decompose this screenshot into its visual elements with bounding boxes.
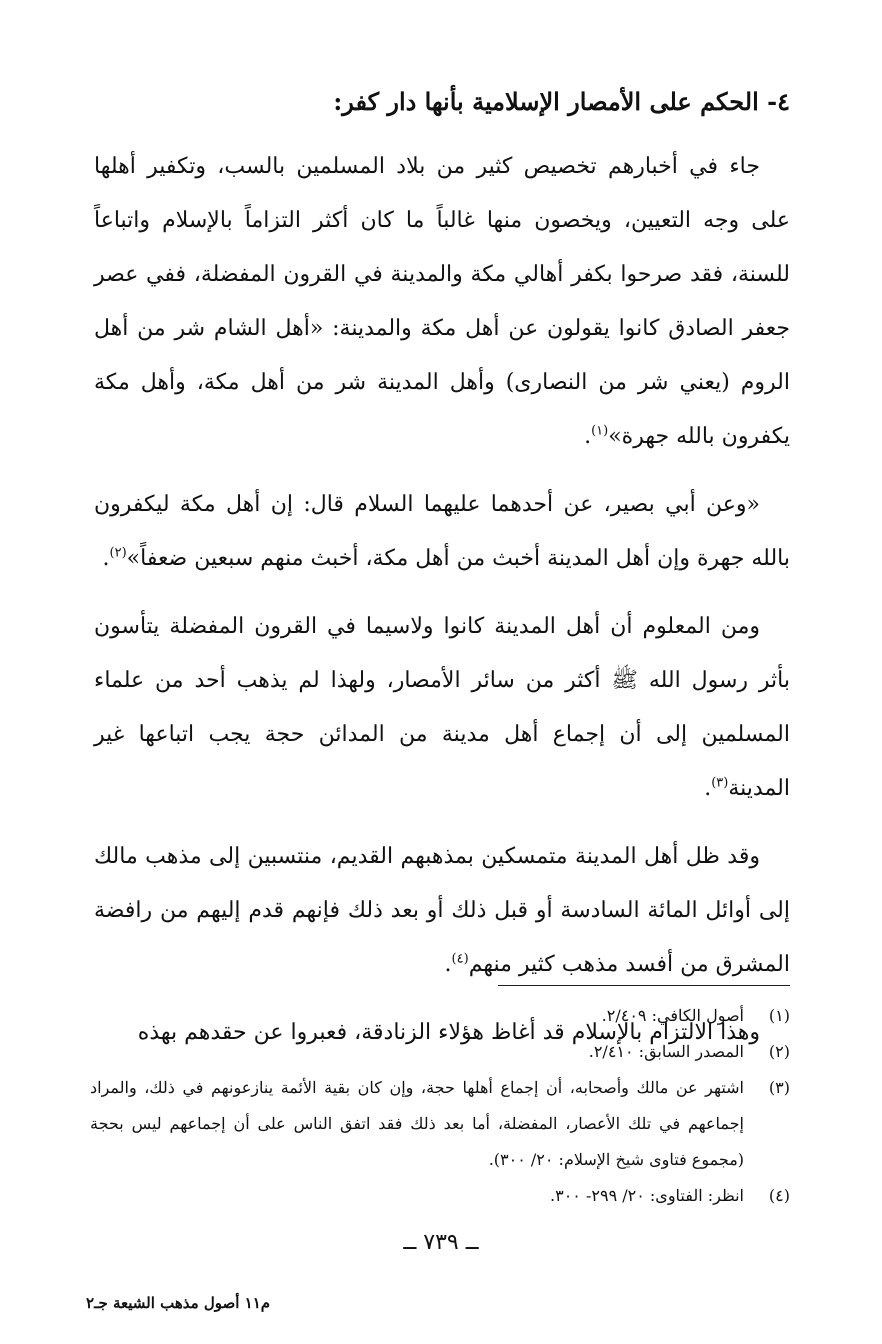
paragraph-end: . — [584, 424, 592, 449]
paragraph — [94, 830, 790, 992]
footnote-text: أصول الكافي: ٢/٤٠٩. — [601, 1006, 744, 1025]
paragraph-end: . — [102, 546, 110, 571]
footnote-number: (٣) — [768, 1078, 790, 1097]
footnote-reference: (٣) — [711, 775, 729, 791]
paragraph-end: . — [444, 952, 452, 977]
footnotes — [90, 998, 790, 1214]
footnote-reference: (١) — [591, 423, 609, 439]
paragraph — [94, 478, 790, 586]
footnote-number: (١) — [768, 1006, 790, 1025]
paragraph — [94, 600, 790, 816]
footnote-reference: (٤) — [451, 951, 469, 967]
footnote — [90, 1034, 790, 1070]
paragraph-text: «وعن أبي بصير، عن أحدهما عليهما السلام قال: إن أهل مكة ليكفرون بالله جهرة وإن أهل المدينة أخبث من أهل مكة، أخبث منهم سبعين ضعفاً» — [94, 492, 790, 571]
footnote-text: انظر: الفتاوى: ٢٠/ ٢٩٩- ٣٠٠. — [550, 1186, 744, 1205]
footnote — [90, 998, 790, 1034]
body-text — [94, 140, 790, 1074]
footnote-reference: (٢) — [109, 545, 127, 561]
paragraph — [94, 140, 790, 464]
footnote — [90, 1070, 790, 1178]
paragraph-text: وقد ظل أهل المدينة متمسكين بمذهبهم القديم، منتسبين إلى مذهب مالك إلى أوائل المائة السادسة أو قبل ذلك أو بعد ذلك فإنهم قدم إليهم من رافضة المشرق من أفسد مذهب كثير منهم — [94, 844, 790, 977]
paragraph-text: ومن المعلوم أن أهل المدينة كانوا ولاسيما في القرون المفضلة يتأسون بأثر رسول الله ﷺ أكثر من سائر الأمصار، ولهذا لم يذهب أحد من علماء المسلمين إلى أن إجماع أهل مدينة من المدائن حجة يجب اتباعها غير المدينة — [94, 614, 790, 801]
footnote — [90, 1178, 790, 1214]
page-number: ــ ٧٣٩ ــ — [403, 1230, 479, 1255]
footnote-separator — [498, 985, 790, 986]
printer-signature: م١١ أصول مذهب الشيعة جـ٢ — [86, 1294, 271, 1312]
footnote-text: المصدر السابق: ٢/٤١٠. — [588, 1042, 744, 1061]
footnote-number: (٤) — [768, 1186, 790, 1205]
paragraph-end: . — [704, 776, 712, 801]
paragraph-text: وهذا الالتزام بالإسلام قد أغاظ هؤلاء الزنادقة، فعبروا عن حقدهم بهذه — [137, 1020, 760, 1045]
paragraph-text: جاء في أخبارهم تخصيص كثير من بلاد المسلمين بالسب، وتكفير أهلها على وجه التعيين، ويخصون منها غالباً ما كان أكثر التزاماً بالإسلام واتباعاً للسنة، فقد صرحوا بكفر أهالي مكة والمدينة في القرون المفضلة، ففي عصر جعفر الصادق كانوا يقولون عن أهل مكة والمدينة: «أهل الشام شر من أهل الروم (يعني شر من النصارى) وأهل المدينة شر من أهل مكة، وأهل مكة يكفرون بالله جهرة» — [94, 154, 790, 449]
section-heading: ٤- الحكم على الأمصار الإسلامية بأنها دار كفر: — [333, 87, 790, 116]
footnote-number: (٢) — [768, 1042, 790, 1061]
footnote-text: اشتهر عن مالك وأصحابه، أن إجماع أهلها حجة، وإن كان بقية الأئمة ينازعونهم في ذلك، والمراد إجماعهم في تلك الأعصار، المفضلة، أما بعد ذلك فقد اتفق الناس على أن إجماعهم ليس بحجة (مجموع فتاوى شيخ الإسلام: ٢٠/ ٣٠٠). — [90, 1078, 744, 1169]
